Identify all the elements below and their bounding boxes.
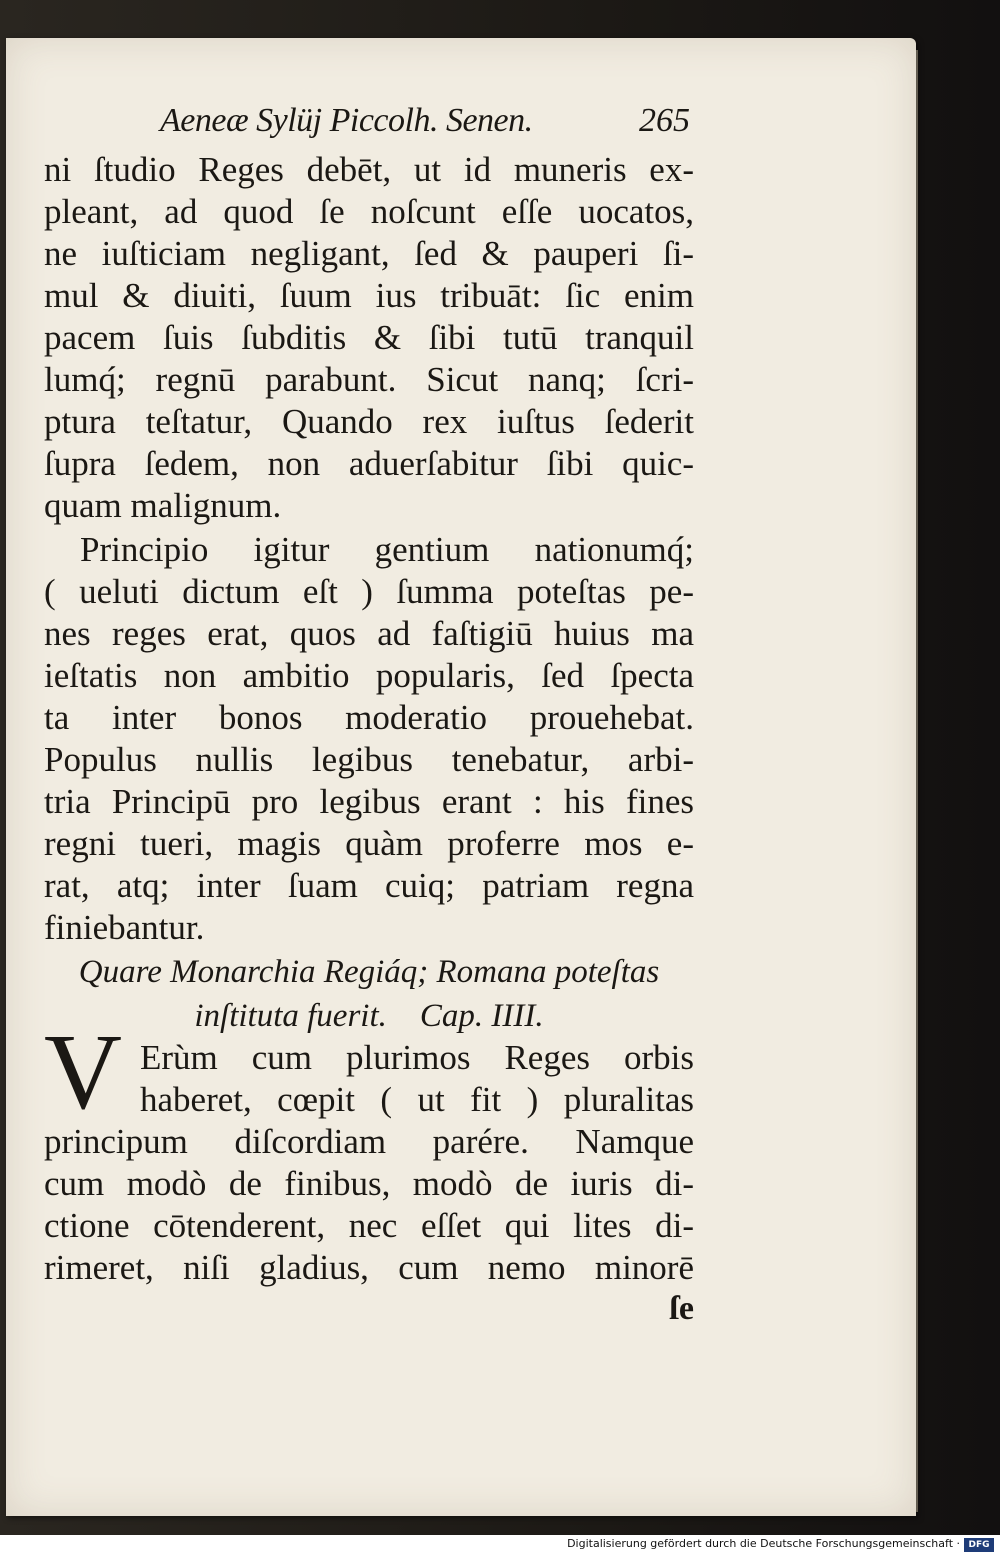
catchword: ſe [669, 1290, 694, 1327]
text-line: Erùm cum plurimos Reges orbis [140, 1038, 694, 1077]
text-line: finiebantur. [44, 908, 205, 947]
running-head-title: Aeneæ Sylüj Piccolh. Senen. [160, 102, 533, 139]
text-line: quam malignum. [44, 486, 282, 525]
text-line: nes reges erat, quos ad faſtigiū huius ma [44, 614, 694, 653]
drop-cap: V [44, 1013, 122, 1132]
text-line: haberet, cœpit ( ut fit ) pluralitas [140, 1080, 694, 1119]
text-line: cum modò de finibus, modò de iuris di- [44, 1164, 694, 1203]
page-number: 265 [639, 102, 690, 139]
text-line: ſupra ſedem, non aduerſabitur ſibi quic- [44, 444, 694, 483]
text-line: Principio igitur gentium nationumq́; [80, 530, 694, 569]
text-line: ( ueluti dictum eſt ) ſumma poteſtas pe- [44, 572, 694, 611]
text-line: ta inter bonos moderatio prouehebat. [44, 698, 694, 737]
text-line: principum diſcordiam parére. Namque [44, 1122, 694, 1161]
dfg-logo-icon: DFG [964, 1538, 994, 1552]
text-line: rimeret, niſi gladius, cum nemo minorē [44, 1248, 694, 1287]
text-line: tria Principū pro legibus erant : his fines [44, 782, 694, 821]
text-line: pleant, ad quod ſe noſcunt eſſe uocatos, [44, 192, 694, 231]
chapter-heading-line-2: inſtituta fuerit. Cap. IIII. [194, 998, 544, 1034]
text-line: pacem ſuis ſubditis & ſibi tutū tranquil [44, 318, 694, 357]
text-line: mul & diuiti, ſuum ius tribuāt: ſic enim [44, 276, 694, 315]
text-line: ctione cōtenderent, nec eſſet qui lites di- [44, 1206, 694, 1245]
text-line: ieſtatis non ambitio popularis, ſed ſpecta [44, 656, 694, 695]
running-head [160, 102, 690, 146]
text-line: rat, atq; inter ſuam cuiq; patriam regna [44, 866, 694, 905]
chapter-heading-line-1: Quare Monarchia Regiáq; Romana poteſtas [78, 954, 660, 990]
text-line: lumq́; regnū parabunt. Sicut nanq; ſcri- [44, 360, 694, 399]
text-line: ptura teſtatur, Quando rex iuſtus ſederit [44, 402, 694, 441]
text-line: ne iuſticiam negligant, ſed & pauperi ſi- [44, 234, 694, 273]
text-line: Populus nullis legibus tenebatur, arbi- [44, 740, 694, 779]
text-line: ni ſtudio Reges debēt, ut id muneris ex- [44, 150, 694, 189]
text-line: regni tueri, magis quàm proferre mos e- [44, 824, 694, 863]
funding-credit: Digitalisierung gefördert durch die Deutsche Forschungsgemeinschaft · [567, 1537, 960, 1550]
footer-bar [0, 1535, 1000, 1555]
